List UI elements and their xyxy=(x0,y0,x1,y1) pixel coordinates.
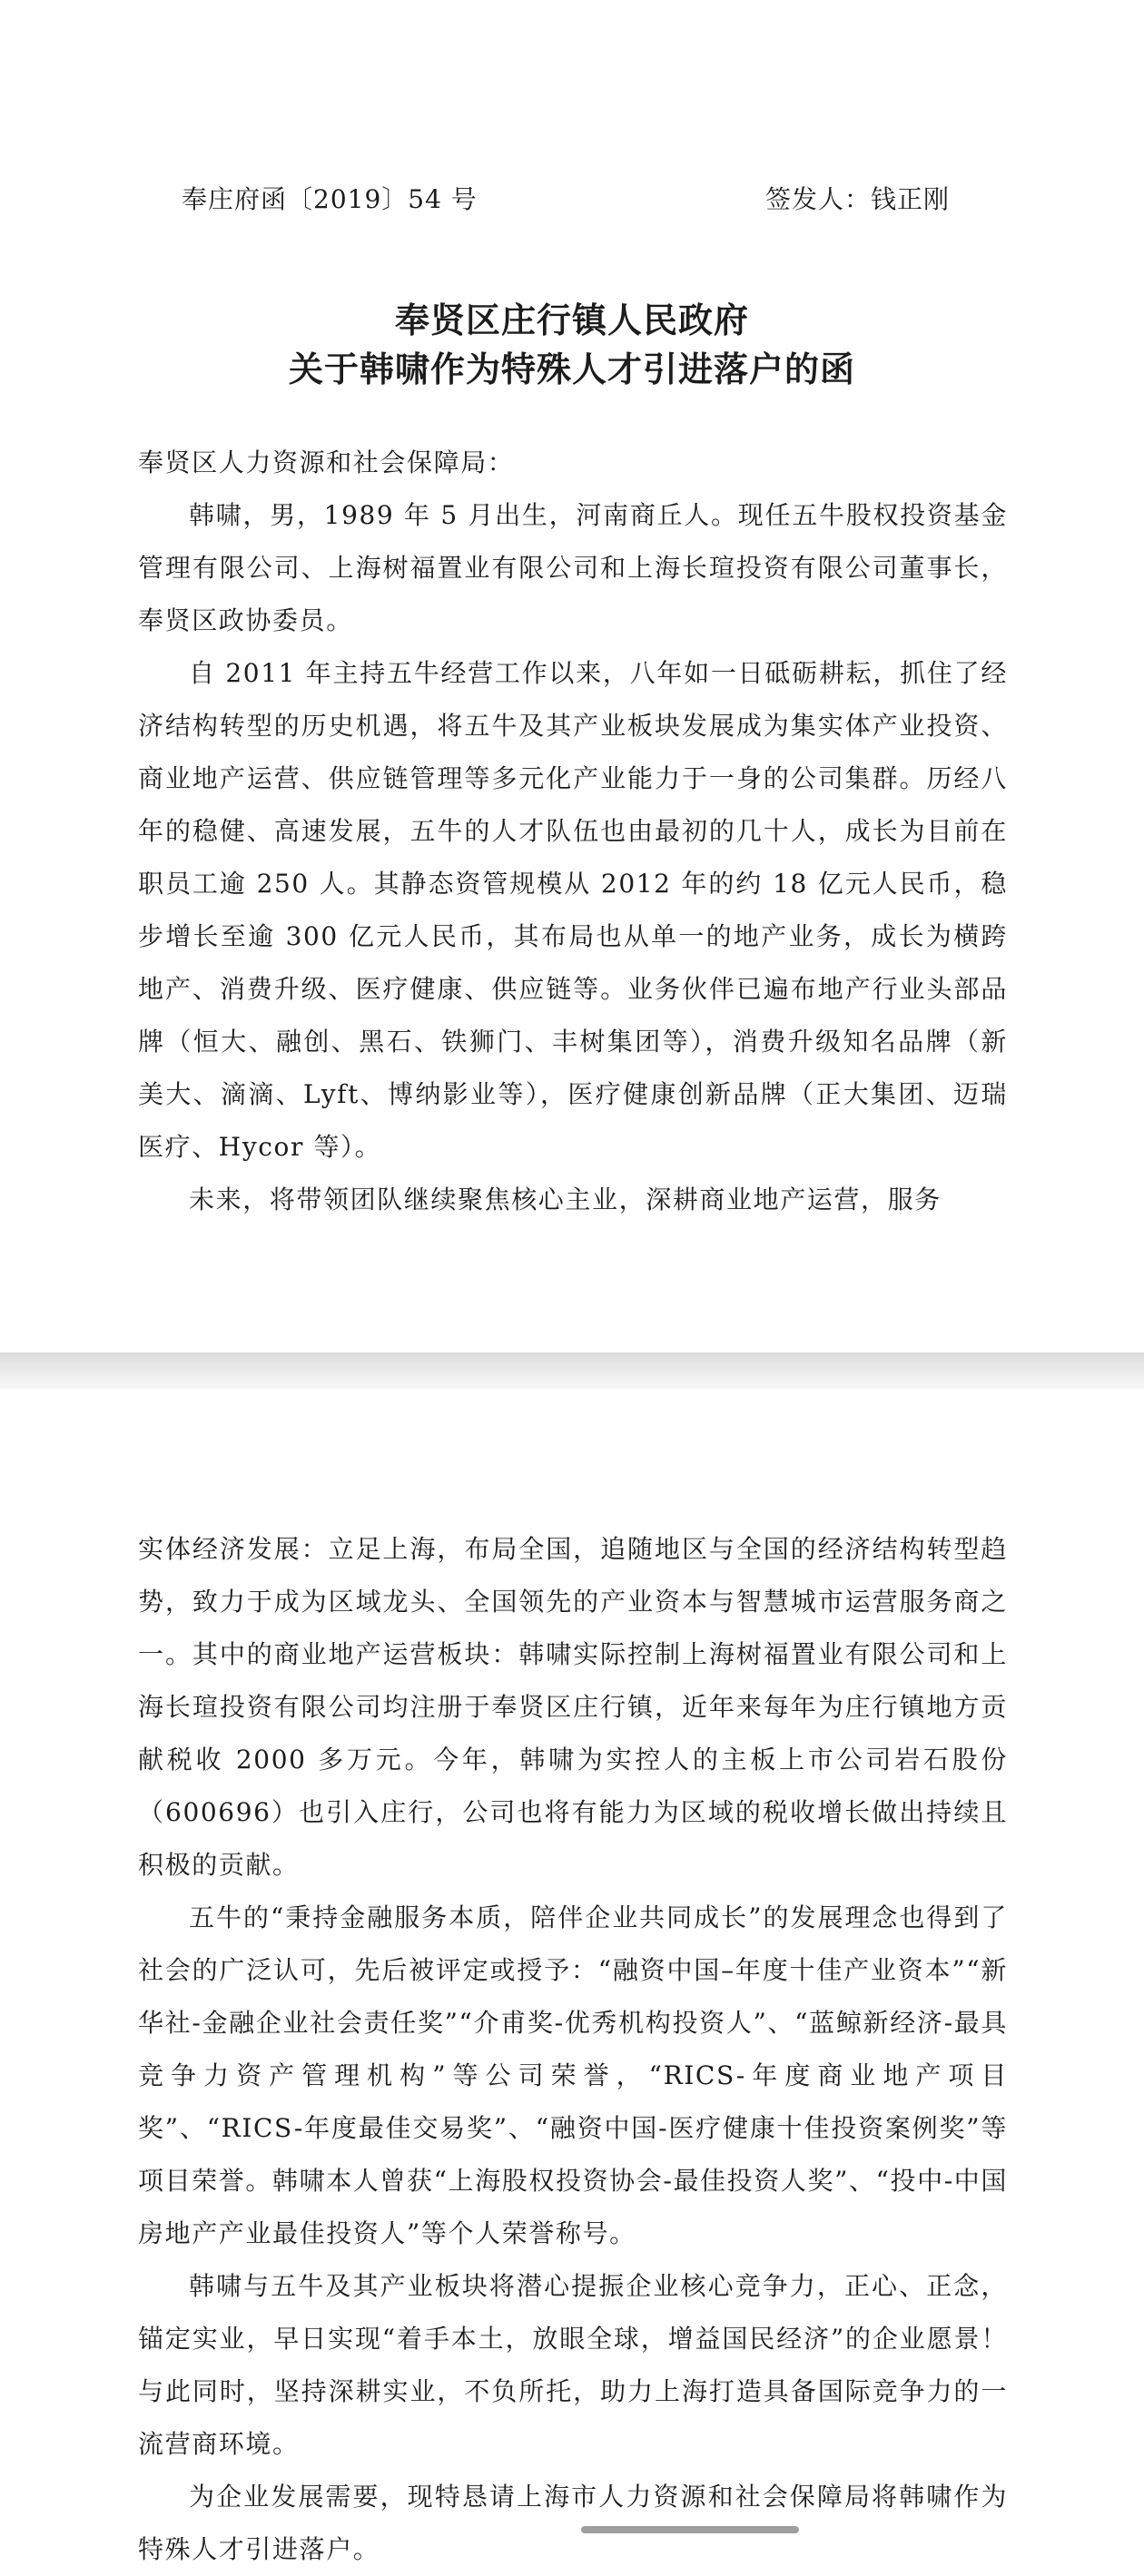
paragraph: 韩啸，男，1989 年 5 月出生，河南商丘人。现任五牛股权投资基金管理有限公司、上海树福置业有限公司和上海长瑄投资有限公司董事长，奉贤区政协委员。 xyxy=(138,500,1008,635)
paragraph-continuation: 实体经济发展：立足上海，布局全国，追随地区与全国的经济结构转型趋势，致力于成为区域龙头、全国领先的产业资本与智慧城市运营服务商之一。其中的商业地产运营板块：韩啸实际控制上海树福置业有限公司和上海长瑄投资有限公司均注册于奉贤区庄行镇，近年来每年为庄行镇地方贡献税收 2000 多万元。今年，韩啸为实控人的主板上市公司岩石股份（600696）也引入庄行，公司也将有能力为区域的税收增长做出持续且积极的贡献。 xyxy=(138,1534,1008,1880)
paragraph: 为企业发展需要，现特恳请上海市人力资源和社会保障局将韩啸作为特殊人才引进落户。 xyxy=(138,2482,1008,2564)
paragraph: 韩啸与五牛及其产业板块将潜心提振企业核心竞争力，正心、正念，锚定实业，早日实现“着手本土，放眼全球，增益国民经济”的企业愿景！与此同时，坚持深耕实业，不负所托，助力上海打造具备国际竞争力的一流营商环境。 xyxy=(138,2271,1008,2459)
salutation: 奉贤区人力资源和社会保障局： xyxy=(138,447,515,477)
paragraph: 未来，将带领团队继续聚焦核心主业，深耕商业地产运营，服务 xyxy=(189,1185,942,1214)
document-title-line-1: 奉贤区庄行镇人民政府 xyxy=(394,300,749,340)
document-page-2 xyxy=(0,1389,1144,2564)
signer: 签发人：钱正刚 xyxy=(765,184,951,214)
page-separator xyxy=(0,1352,1144,1389)
document-number: 奉庄府函〔2019〕54 号 xyxy=(182,184,478,214)
letter-body-page-1 xyxy=(138,437,1008,1226)
letter-body-page-2 xyxy=(138,1523,1008,2576)
paragraph: 五牛的“秉持金融服务本质，陪伴企业共同成长”的发展理念也得到了社会的广泛认可，先后被评定或授予：“融资中国–年度十佳产业资本”“新华社-金融企业社会责任奖”“介甫奖-优秀机构投资人”、“蓝鲸新经济-最具竞争力资产管理机构”等公司荣誉，“RICS-年度商业地产项目奖”、“RICS-年度最佳交易奖”、“融资中国-医疗健康十佳投资案例奖”等项目荣誉。韩啸本人曾获“上海股权投资协会-最佳投资人奖”、“投中-中国房地产产业最佳投资人”等个人荣誉称号。 xyxy=(138,1903,1008,2248)
paragraph: 自 2011 年主持五牛经营工作以来，八年如一日砥砺耕耘，抓住了经济结构转型的历史机遇，将五牛及其产业板块发展成为集实体产业投资、商业地产运营、供应链管理等多元化产业能力于一身的公司集群。历经八年的稳健、高速发展，五牛的人才队伍也由最初的几十人，成长为目前在职员工逾 250 人。其静态资管规模从 2012 年的约 18 亿元人民币，稳步增长至逾 300 亿元人民币，其布局也从单一的地产业务，成长为横跨地产、消费升级、医疗健康、供应链等。业务伙伴已遍布地产行业头部品牌（恒大、融创、黑石、铁狮门、丰树集团等），消费升级知名品牌（新美大、滴滴、Lyft、博纳影业等），医疗健康创新品牌（正大集团、迈瑞医疗、Hycor 等）。 xyxy=(138,658,1008,1162)
scroll-indicator[interactable] xyxy=(581,2526,799,2533)
document-title-line-2: 关于韩啸作为特殊人才引进落户的函 xyxy=(288,349,855,389)
